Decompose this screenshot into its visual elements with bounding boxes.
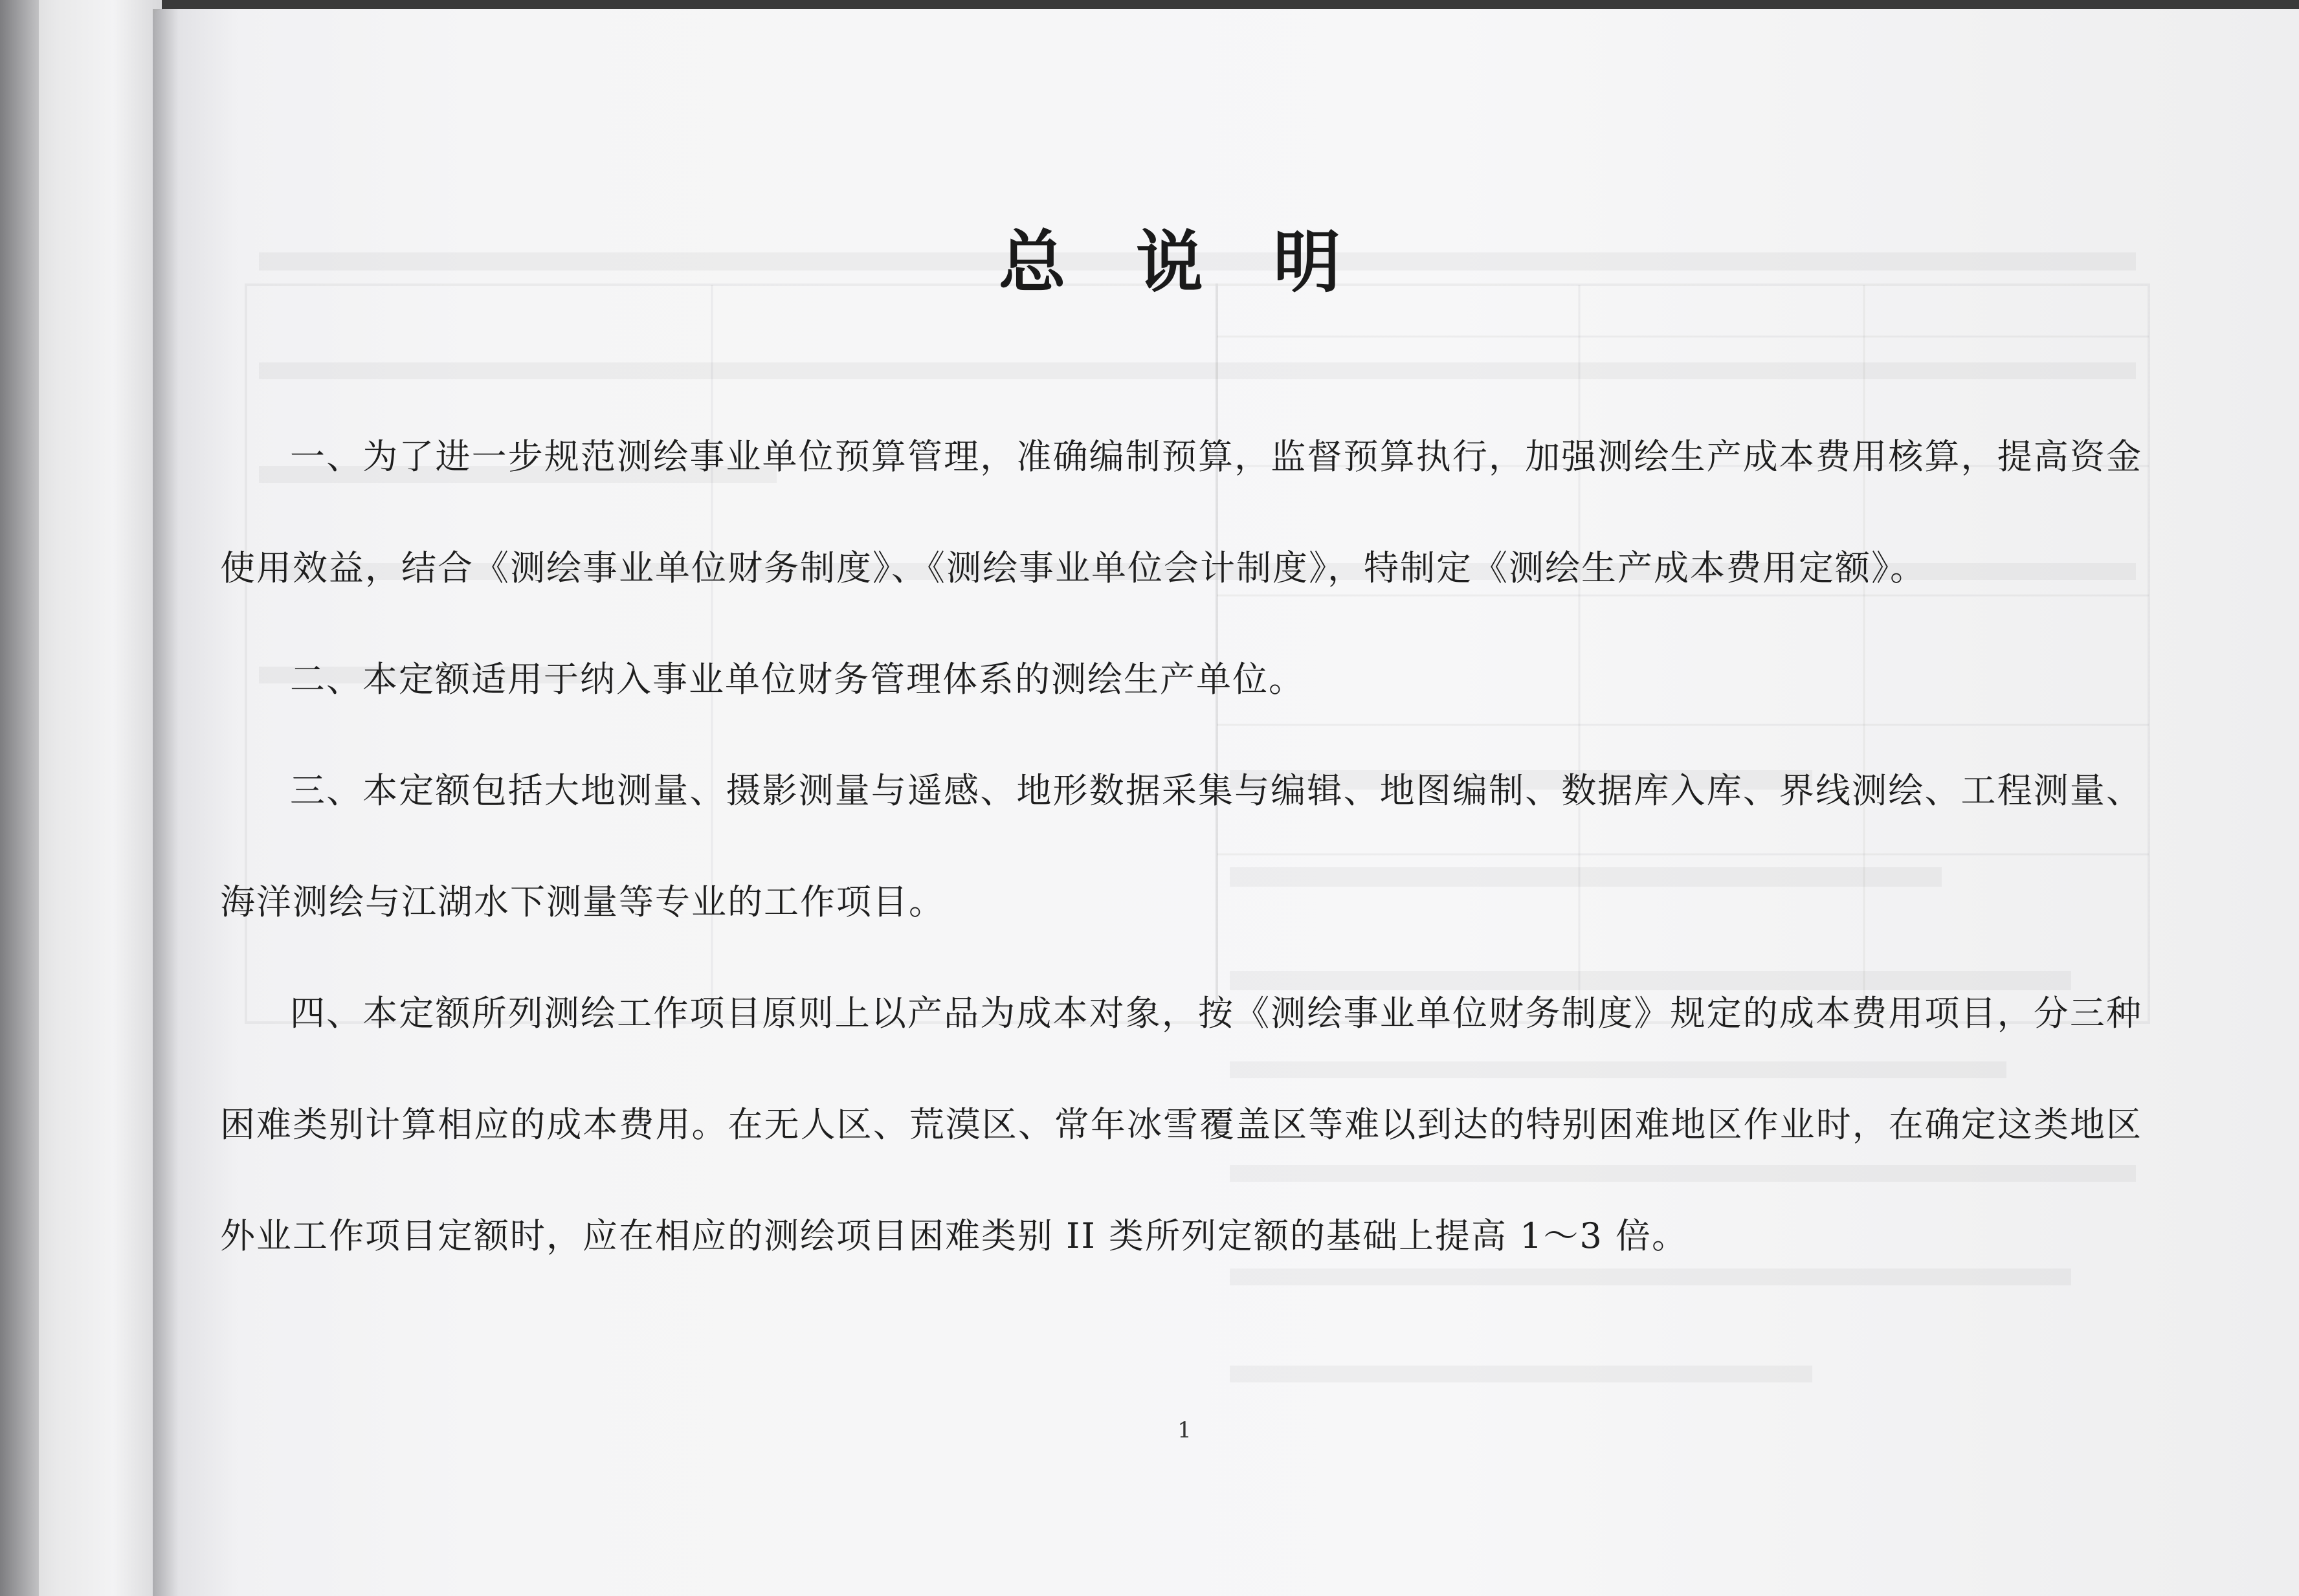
paragraph-1: 一、为了进一步规范测绘事业单位预算管理，准确编制预算，监督预算执行，加强测绘生产成本费用核算，提高资金使用效益，结合《测绘事业单位财务制度》、《测绘事业单位会计制度》，特制定《测绘生产成本费用定额》。: [220, 436, 2142, 588]
paragraph-3: 三、本定额包括大地测量、摄影测量与遥感、地形数据采集与编辑、地图编制、数据库入库、界线测绘、工程测量、海洋测绘与江湖水下测量等专业的工作项目。: [220, 770, 2142, 922]
document-title: 总 说 明: [998, 222, 1364, 302]
paragraph-4: 四、本定额所列测绘工作项目原则上以产品为成本对象，按《测绘事业单位财务制度》规定的成本费用项目，分三种困难类别计算相应的成本费用。在无人区、荒漠区、常年冰雪覆盖区等难以到达的特别困难地区作业时，在确定这类地区外业工作项目定额时，应在相应的测绘项目困难类别 II 类所列定额的基础上提高 1～3 倍。: [220, 993, 2142, 1256]
page-number: 1: [1177, 1417, 1192, 1443]
paragraph-2: 二、本定额适用于纳入事业单位财务管理体系的测绘生产单位。: [290, 659, 1305, 700]
document-body: [220, 220, 2142, 1292]
